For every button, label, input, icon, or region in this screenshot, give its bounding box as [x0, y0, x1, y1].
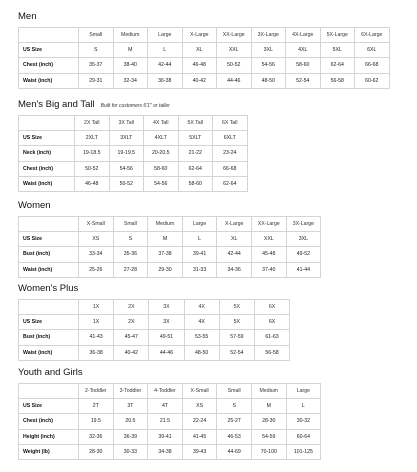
row-label: Neck (inch) [19, 146, 75, 161]
table-cell: 3XLT [109, 131, 144, 146]
column-header: 3X [149, 300, 184, 315]
table-cell: 60-62 [355, 73, 390, 88]
row-label: US Size [19, 315, 79, 330]
table-cell: 37-40 [251, 262, 286, 277]
table-header-row [19, 28, 390, 43]
row-label: Waist (inch) [19, 262, 79, 277]
row-label: US Size [19, 43, 79, 58]
section-title: Women [18, 200, 51, 211]
column-header: X-Large [217, 217, 252, 232]
column-header: Large [148, 28, 183, 43]
table-header-row [19, 384, 321, 399]
table-row [19, 73, 390, 88]
column-header: 6X-Large [355, 28, 390, 43]
table-header-row [19, 300, 290, 315]
table-cell: 2T [79, 399, 114, 414]
header-corner-cell [19, 300, 79, 315]
table-header-row [19, 217, 321, 232]
table-cell: L [286, 399, 321, 414]
table-cell: L [182, 232, 217, 247]
table-row [19, 58, 390, 73]
table-cell: 3XL [251, 43, 286, 58]
table-cell: 22-24 [182, 414, 217, 429]
table-cell: 19.5 [79, 414, 114, 429]
table-cell: 5XL [320, 43, 355, 58]
table-cell: 53-55 [184, 330, 219, 345]
table-cell: 61-63 [254, 330, 289, 345]
row-label: Waist (inch) [19, 73, 79, 88]
column-header: Small [217, 384, 252, 399]
column-header: 4X [184, 300, 219, 315]
table-cell: 40-42 [182, 73, 217, 88]
table-cell: 46-48 [182, 58, 217, 73]
table-cell: XS [79, 232, 114, 247]
table-cell: 32-34 [113, 73, 148, 88]
section-youth-girls [18, 367, 321, 460]
header-corner-cell [19, 217, 79, 232]
table-cell: 4T [148, 399, 183, 414]
table-cell: 66-68 [355, 58, 390, 73]
table-row [19, 414, 321, 429]
column-header: 1X [79, 300, 114, 315]
column-header: 6X [254, 300, 289, 315]
column-header: Small [79, 28, 114, 43]
column-header: 3X-Large [286, 217, 321, 232]
column-header: X-Small [79, 217, 114, 232]
table-cell: 56-58 [254, 345, 289, 360]
table-cell: 70-100 [251, 444, 286, 459]
table-cell: 20-20.5 [144, 146, 179, 161]
column-header: 5X [219, 300, 254, 315]
column-header: 4X-Large [286, 28, 321, 43]
table-cell: 25-27 [217, 414, 252, 429]
table-cell: S [79, 43, 114, 58]
row-label: US Size [19, 232, 79, 247]
table-row [19, 161, 248, 176]
table-cell: 36-38 [148, 73, 183, 88]
column-header: X-Large [182, 28, 217, 43]
size-table-womens-plus [18, 299, 290, 361]
table-cell: 58-60 [286, 58, 321, 73]
table-cell: 57-59 [219, 330, 254, 345]
table-cell: 62-64 [213, 176, 248, 191]
table-cell: 1X [79, 315, 114, 330]
table-cell: M [113, 43, 148, 58]
table-cell: 30-33 [113, 444, 148, 459]
table-row [19, 131, 248, 146]
table-cell: 54-59 [251, 429, 286, 444]
table-cell: 39-41 [182, 247, 217, 262]
table-cell: 2XLT [75, 131, 110, 146]
table-cell: 66-68 [213, 161, 248, 176]
table-cell: 28-30 [251, 414, 286, 429]
row-label: Chest (inch) [19, 161, 75, 176]
table-cell: 35-36 [113, 247, 148, 262]
column-header: 4-Toddler [148, 384, 183, 399]
table-cell: 101-125 [286, 444, 321, 459]
row-label: Waist (inch) [19, 176, 75, 191]
column-header: X-Small [182, 384, 217, 399]
table-cell: 50-52 [109, 176, 144, 191]
table-cell: 39-41 [148, 429, 183, 444]
table-row [19, 330, 290, 345]
table-cell: 36-39 [113, 429, 148, 444]
table-row [19, 315, 290, 330]
column-header: Medium [148, 217, 183, 232]
table-cell: XXL [251, 232, 286, 247]
column-header: 5X-Large [320, 28, 355, 43]
table-cell: XL [182, 43, 217, 58]
table-cell: 5X [219, 315, 254, 330]
table-cell: 44-69 [217, 444, 252, 459]
table-cell: 50-52 [75, 161, 110, 176]
row-label: US Size [19, 399, 79, 414]
table-cell: XXL [217, 43, 252, 58]
table-cell: 30-32 [286, 414, 321, 429]
table-cell: 6X [254, 315, 289, 330]
table-cell: 28-30 [79, 444, 114, 459]
table-cell: XL [217, 232, 252, 247]
column-header: Large [182, 217, 217, 232]
section-note: Built for customers 6'1" or taller [100, 103, 170, 109]
section-mens-big-tall [18, 99, 248, 192]
column-header: 2-Toddler [79, 384, 114, 399]
column-header: XX-Large [251, 217, 286, 232]
column-header: Medium [251, 384, 286, 399]
table-cell: 33-34 [79, 247, 114, 262]
row-label: US Size [19, 131, 75, 146]
table-cell: 19-18.5 [75, 146, 110, 161]
table-cell: 40-42 [114, 345, 149, 360]
table-cell: 56-58 [320, 73, 355, 88]
row-label: Chest (inch) [19, 58, 79, 73]
table-cell: 29-31 [79, 73, 114, 88]
row-label: Bust (inch) [19, 330, 79, 345]
section-men [18, 11, 390, 89]
table-cell: 27-28 [113, 262, 148, 277]
table-cell: S [217, 399, 252, 414]
section-title: Men's Big and Tall [18, 99, 95, 110]
table-cell: M [251, 399, 286, 414]
table-cell: 31-33 [182, 262, 217, 277]
table-cell: 62-64 [320, 58, 355, 73]
table-row [19, 262, 321, 277]
table-cell: 52-54 [286, 73, 321, 88]
column-header: Small [113, 217, 148, 232]
table-cell: 36-38 [79, 345, 114, 360]
section-title: Youth and Girls [18, 367, 83, 378]
table-cell: 34-36 [217, 262, 252, 277]
table-row [19, 345, 290, 360]
table-cell: 4XL [286, 43, 321, 58]
table-cell: 50-52 [217, 58, 252, 73]
table-cell: 4X [184, 315, 219, 330]
table-header-row [19, 116, 248, 131]
table-row [19, 429, 321, 444]
section-title: Men [18, 11, 37, 22]
table-cell: 35-37 [79, 58, 114, 73]
column-header: 3X-Large [251, 28, 286, 43]
table-cell: 49-52 [286, 247, 321, 262]
section-title: Women's Plus [18, 283, 79, 294]
table-cell: 21.5 [148, 414, 183, 429]
table-row [19, 176, 248, 191]
table-cell: 20.5 [113, 414, 148, 429]
column-header: 2X [114, 300, 149, 315]
column-header: 3-Toddler [113, 384, 148, 399]
table-cell: 45-47 [114, 330, 149, 345]
column-header: 5X Tall [178, 116, 213, 131]
row-label: Bust (inch) [19, 247, 79, 262]
table-cell: 41-44 [286, 262, 321, 277]
column-header: Large [286, 384, 321, 399]
table-row [19, 247, 321, 262]
table-cell: 4XLT [144, 131, 179, 146]
table-row [19, 444, 321, 459]
size-table-youth-girls [18, 383, 321, 460]
table-cell: 2X [114, 315, 149, 330]
table-cell: 46-48 [75, 176, 110, 191]
table-cell: 62-64 [178, 161, 213, 176]
table-cell: 45-48 [251, 247, 286, 262]
table-cell: 25-26 [79, 262, 114, 277]
table-cell: L [148, 43, 183, 58]
header-corner-cell [19, 116, 75, 131]
table-cell: 29-30 [148, 262, 183, 277]
table-cell: 52-54 [219, 345, 254, 360]
table-cell: 32-36 [79, 429, 114, 444]
section-women [18, 200, 321, 278]
table-cell: 44-46 [149, 345, 184, 360]
table-cell: 60-64 [286, 429, 321, 444]
size-table-women [18, 216, 321, 278]
table-cell: 46-53 [217, 429, 252, 444]
table-cell: 21-22 [178, 146, 213, 161]
column-header: XX-Large [217, 28, 252, 43]
column-header: 4X Tall [144, 116, 179, 131]
table-cell: 48-50 [184, 345, 219, 360]
header-corner-cell [19, 28, 79, 43]
row-label: Waist (inch) [19, 345, 79, 360]
table-cell: 42-44 [148, 58, 183, 73]
table-cell: 44-46 [217, 73, 252, 88]
header-corner-cell [19, 384, 79, 399]
table-row [19, 43, 390, 58]
table-cell: 58-60 [178, 176, 213, 191]
row-label: Chest (inch) [19, 414, 79, 429]
table-cell: XS [182, 399, 217, 414]
table-cell: 37-38 [148, 247, 183, 262]
size-table-men [18, 27, 390, 89]
table-cell: 54-56 [251, 58, 286, 73]
table-cell: 41-45 [182, 429, 217, 444]
table-cell: 34-38 [148, 444, 183, 459]
size-table-mens-big-tall [18, 115, 248, 192]
table-cell: 58-60 [144, 161, 179, 176]
table-cell: 6XLT [213, 131, 248, 146]
table-cell: 19-19.5 [109, 146, 144, 161]
row-label: Weight (lb) [19, 444, 79, 459]
table-cell: 3X [149, 315, 184, 330]
table-cell: 54-56 [109, 161, 144, 176]
column-header: 3X Tall [109, 116, 144, 131]
table-cell: 49-51 [149, 330, 184, 345]
table-row [19, 399, 321, 414]
column-header: Medium [113, 28, 148, 43]
column-header: 6X Tall [213, 116, 248, 131]
table-cell: 38-40 [113, 58, 148, 73]
table-cell: 3XL [286, 232, 321, 247]
table-cell: 48-50 [251, 73, 286, 88]
table-cell: 23-24 [213, 146, 248, 161]
section-womens-plus [18, 283, 290, 361]
table-cell: 41-43 [79, 330, 114, 345]
table-row [19, 146, 248, 161]
table-cell: 42-44 [217, 247, 252, 262]
table-cell: 3T [113, 399, 148, 414]
column-header: 2X Tall [75, 116, 110, 131]
table-cell: 39-43 [182, 444, 217, 459]
table-cell: 54-56 [144, 176, 179, 191]
table-cell: S [113, 232, 148, 247]
table-cell: 6XL [355, 43, 390, 58]
table-row [19, 232, 321, 247]
table-cell: 5XLT [178, 131, 213, 146]
table-cell: M [148, 232, 183, 247]
row-label: Height (inch) [19, 429, 79, 444]
